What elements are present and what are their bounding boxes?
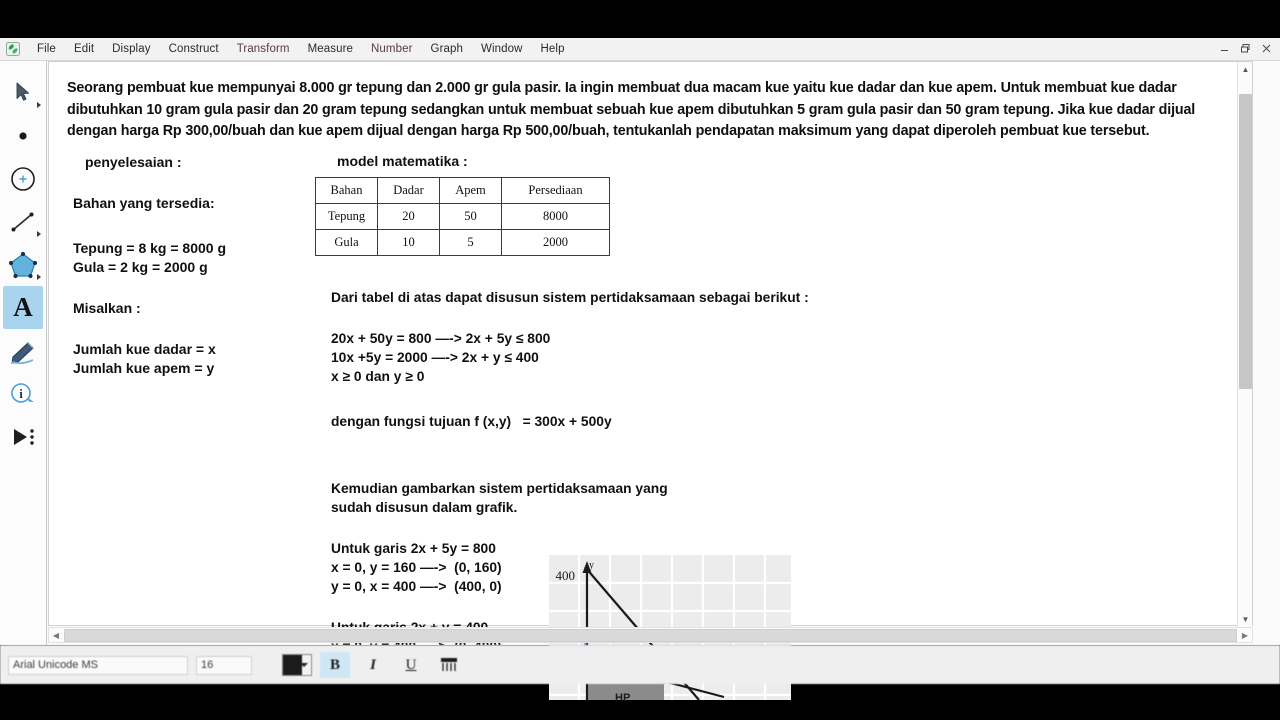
menu-help[interactable]: Help [540,43,565,55]
available-materials-label: Bahan yang tersedia: [73,194,215,211]
text-tool-label: A [13,292,33,322]
line-a-intercept-2: y = 0, x = 400 —-> (400, 0) [331,578,502,594]
font-size-select[interactable]: 16 [196,656,252,675]
font-family-select[interactable]: Arial Unicode MS [8,656,188,675]
text-color-picker[interactable] [282,654,312,676]
straightedge-line-tool[interactable] [3,200,43,243]
bold-button[interactable]: B [320,652,350,678]
variable-y-definition: Jumlah kue apem = y [73,359,215,376]
menu-window[interactable]: Window [481,43,523,55]
header-dadar: Dadar [378,177,440,203]
solution-left-column [73,153,323,378]
letterbox-top [0,0,1280,38]
polygon-tool[interactable] [3,243,43,286]
tool-palette [0,61,47,645]
scroll-up-arrow[interactable]: ▲ [1241,65,1250,74]
nonnegativity-constraint: x ≥ 0 dan y ≥ 0 [331,368,425,384]
objective-function: dengan fungsi tujuan f (x,y) = 300x + 500y [331,413,612,429]
line-a-title: Untuk garis 2x + 5y = 800 [331,540,496,556]
graph-intro-line-1: Kemudian gambarkan sistem pertidaksamaan yang [331,480,668,496]
scroll-left-arrow[interactable]: ◀ [52,630,60,640]
arrow-select-tool[interactable] [3,71,43,114]
table-row [316,229,610,255]
penyelesaian-heading: penyelesaian : [85,153,182,170]
svg-text:i: i [19,385,23,401]
marker-pen-tool[interactable] [3,329,43,372]
header-persediaan: Persediaan [502,177,610,203]
line-a-intercept-1: x = 0, y = 160 —-> (0, 160) [331,559,502,575]
menu-display[interactable]: Display [112,43,151,55]
inequality-line-2: 10x +5y = 2000 —-> 2x + y ≤ 400 [331,349,539,365]
cell-gula-apem: 5 [440,229,502,255]
cell-gula-bahan: Gula [316,229,378,255]
menu-number[interactable]: Number [371,43,413,55]
model-matematika-title: model matematika : [337,152,468,169]
text-format-bar [0,645,1280,684]
variable-x-definition: Jumlah kue dadar = x [73,340,216,357]
arrow-tool-expand-caret[interactable] [37,102,41,108]
vertical-scroll-thumb[interactable] [1239,94,1252,389]
table-row [316,203,610,229]
svg-text:HP: HP [615,691,631,704]
information-tool[interactable] [3,372,43,415]
problem-statement: Seorang pembuat kue mempunyai 8.000 gr tepung dan 2.000 gr gula pasir. Ia ingin membuat dua macam kue yaitu kue dadar dan kue apem. Untuk membuat kue dadar dibutuhkan 10 gram gula pasir dan 20 gram tepung sedangkan untuk membuat sebuah kue apem dibutuhkan 5 gram gula pasir dan 50 gram tepung. Jika kue dadar dijual dengan harga Rp 300,00/buah dan kue apem dijual dengan harga Rp 500,00/buah, tentukanlah pendapatan maksimum yang dapat diperoleh pembuat kue tersebut. [67,80,1196,139]
application-icon [4,40,22,58]
window-controls [1215,40,1276,57]
line-tool-expand-caret[interactable] [37,231,41,237]
cell-gula-persediaan: 2000 [502,229,610,255]
cell-tepung-apem: 50 [440,203,502,229]
header-apem: Apem [440,177,502,203]
polygon-tool-expand-caret[interactable] [37,274,41,280]
menu-edit[interactable]: Edit [73,43,95,55]
gula-value: Gula = 2 kg = 2000 g [73,258,208,275]
scroll-down-arrow[interactable]: ▼ [1241,615,1250,624]
cell-tepung-persediaan: 8000 [502,203,610,229]
svg-text:400: 400 [555,567,575,583]
table-header-row [316,177,610,203]
restore-button[interactable] [1236,40,1255,57]
graph-intro-line-2: sudah disusun dalam grafik. [331,499,518,515]
menu-transform[interactable]: Transform [236,43,290,55]
tepung-value: Tepung = 8 kg = 8000 g [73,239,227,256]
vertical-scrollbar[interactable] [1237,62,1252,627]
underline-button[interactable]: U [405,656,417,673]
menu-graph[interactable]: Graph [430,43,463,55]
text-frame-button[interactable] [434,652,464,678]
menu-file[interactable]: File [37,43,56,55]
menu-bar [0,38,1280,61]
menu-construct[interactable]: Construct [168,43,219,55]
minimize-button[interactable] [1215,40,1234,57]
close-button[interactable] [1257,40,1276,57]
model-matematika-table [315,177,610,256]
cell-tepung-bahan: Tepung [316,203,378,229]
horizontal-scrollbar[interactable] [48,627,1253,643]
system-intro: Dari tabel di atas dapat disusun sistem pertidaksamaan sebagai berikut : [331,289,809,305]
inequality-line-1: 20x + 50y = 800 —-> 2x + 5y ≤ 800 [331,330,551,346]
italic-button[interactable]: I [370,656,376,673]
header-bahan: Bahan [316,177,378,203]
svg-text:y: y [589,559,594,571]
horizontal-scroll-thumb[interactable] [64,629,1237,642]
point-tool[interactable] [3,114,43,157]
custom-tool[interactable] [3,415,43,458]
cell-tepung-dadar: 20 [378,203,440,229]
cell-gula-dadar: 10 [378,229,440,255]
compass-circle-tool[interactable] [3,157,43,200]
scroll-right-arrow[interactable]: ▶ [1241,630,1249,640]
menu-measure[interactable]: Measure [307,43,354,55]
text-tool[interactable] [3,286,43,329]
misalkan-label: Misalkan : [73,299,141,316]
